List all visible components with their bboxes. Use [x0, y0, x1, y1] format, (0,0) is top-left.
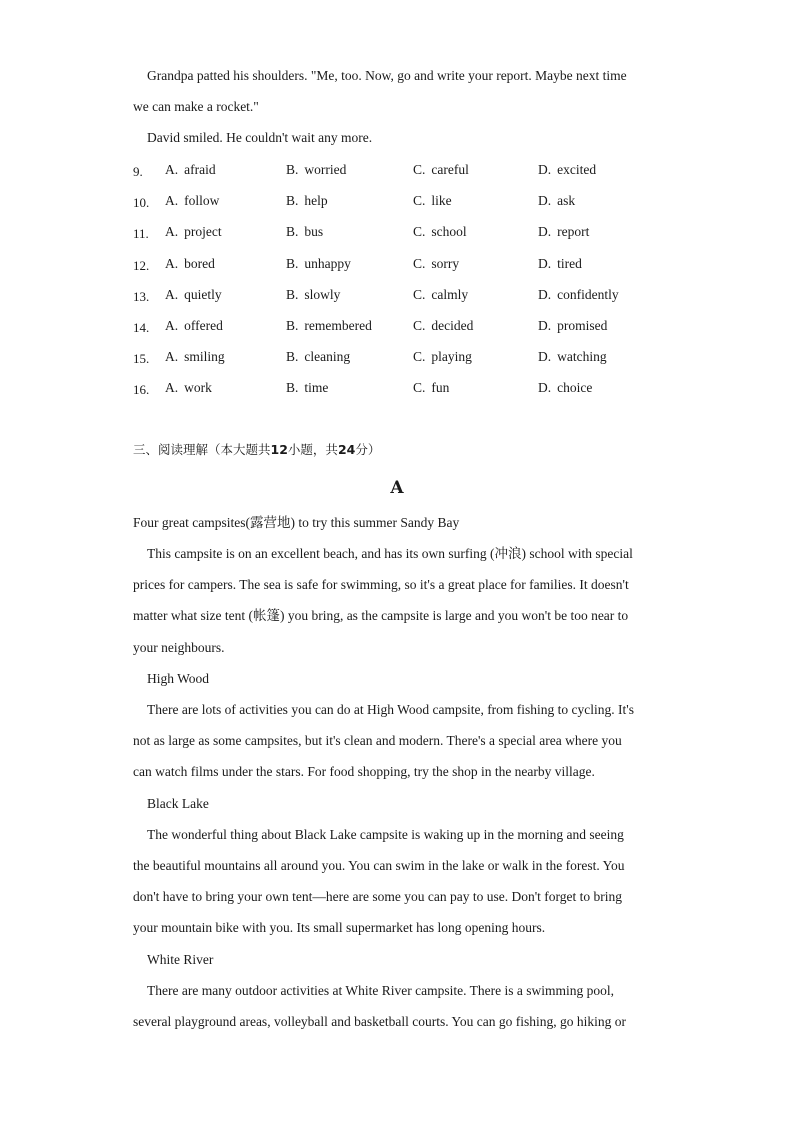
option-d	[538, 222, 589, 242]
passage-line: not as large as some campsites, but it's clean and modern. There's a special area where you	[133, 733, 622, 748]
option-letter: D.	[538, 349, 552, 364]
passage-line: your mountain bike with you. Its small supermarket has long opening hours.	[133, 920, 546, 935]
option-a	[165, 285, 222, 305]
option-letter: B.	[286, 287, 299, 302]
story-line: we can make a rocket."	[133, 99, 259, 114]
passage-line: prices for campers. The sea is safe for swimming, so it's a great place for families. It doesn't	[133, 577, 629, 592]
option-text: calmly	[431, 287, 469, 302]
question-number: 11.	[133, 226, 149, 241]
passage-line: There are many outdoor activities at White River campsite. There is a swimming pool,	[147, 983, 614, 998]
option-letter: A.	[165, 193, 179, 208]
question-row	[133, 316, 663, 336]
option-b	[286, 316, 372, 336]
option-letter: C.	[413, 224, 426, 239]
option-b	[286, 347, 350, 367]
option-a	[165, 222, 222, 242]
passage-line: the beautiful mountains all around you. You can swim in the lake or walk in the forest. You	[133, 858, 625, 873]
question-number: 13.	[133, 289, 150, 304]
option-letter: D.	[538, 318, 552, 333]
campsite-heading: High Wood	[147, 671, 210, 686]
option-d	[538, 378, 592, 398]
option-c	[413, 254, 459, 274]
option-letter: C.	[413, 380, 426, 395]
option-text: tired	[557, 256, 582, 271]
campsite-heading: Black Lake	[147, 796, 209, 811]
passage-line: This campsite is on an excellent beach, and has its own surfing (冲浪) school with special	[147, 546, 633, 561]
option-letter: A.	[165, 380, 179, 395]
option-a	[165, 191, 219, 211]
option-text: ask	[557, 193, 576, 208]
question-row	[133, 285, 663, 305]
option-a	[165, 316, 223, 336]
option-letter: B.	[286, 349, 299, 364]
question-number: 12.	[133, 258, 150, 273]
question-row	[133, 254, 663, 274]
story-line: Grandpa patted his shoulders. "Me, too. Now, go and write your report. Maybe next time	[147, 68, 627, 83]
option-d	[538, 285, 619, 305]
option-text: confidently	[557, 287, 619, 302]
option-b	[286, 191, 328, 211]
option-a	[165, 254, 215, 274]
option-letter: B.	[286, 162, 299, 177]
story-line: David smiled. He couldn't wait any more.	[147, 130, 373, 145]
option-text: worried	[304, 162, 347, 177]
passage-title-line: Four great campsites(露营地) to try this summer Sandy Bay	[133, 515, 460, 530]
section-heading: 三、阅读理解（本大题共12小题，共24分）	[133, 442, 381, 457]
option-a	[165, 347, 225, 367]
option-b	[286, 378, 328, 398]
option-text: choice	[557, 380, 593, 395]
option-d	[538, 160, 596, 180]
option-text: remembered	[304, 318, 372, 333]
question-number: 9.	[133, 164, 143, 179]
option-b	[286, 285, 340, 305]
question-row	[133, 222, 663, 242]
option-text: time	[304, 380, 329, 395]
option-text: school	[431, 224, 467, 239]
option-letter: A.	[165, 224, 179, 239]
option-a	[165, 160, 216, 180]
option-text: work	[184, 380, 212, 395]
question-number: 10.	[133, 195, 150, 210]
passage-line: your neighbours.	[133, 640, 225, 655]
option-letter: B.	[286, 380, 299, 395]
option-text: watching	[557, 349, 607, 364]
passage-line: matter what size tent (帐篷) you bring, as the campsite is large and you won't be too near to	[133, 608, 629, 623]
passage-line: There are lots of activities you can do at High Wood campsite, from fishing to cycling. It's	[147, 702, 634, 717]
option-letter: D.	[538, 256, 552, 271]
option-text: excited	[557, 162, 597, 177]
option-letter: A.	[165, 318, 179, 333]
question-number: 14.	[133, 320, 150, 335]
option-a	[165, 378, 212, 398]
option-d	[538, 347, 607, 367]
option-c	[413, 191, 452, 211]
passage-line: can watch films under the stars. For food shopping, try the shop in the nearby village.	[133, 764, 595, 779]
option-c	[413, 285, 468, 305]
option-letter: D.	[538, 162, 552, 177]
option-text: cleaning	[304, 349, 351, 364]
option-letter: A.	[165, 287, 179, 302]
option-text: report	[557, 224, 590, 239]
option-letter: B.	[286, 224, 299, 239]
option-letter: D.	[538, 287, 552, 302]
question-row	[133, 160, 663, 180]
option-text: bored	[184, 256, 215, 271]
option-letter: C.	[413, 318, 426, 333]
option-letter: B.	[286, 256, 299, 271]
option-letter: D.	[538, 380, 552, 395]
option-letter: A.	[165, 349, 179, 364]
question-row	[133, 347, 663, 367]
option-letter: A.	[165, 256, 179, 271]
option-d	[538, 316, 607, 336]
option-text: slowly	[304, 287, 341, 302]
option-text: promised	[557, 318, 608, 333]
option-text: like	[431, 193, 452, 208]
option-b	[286, 160, 346, 180]
option-text: sorry	[431, 256, 460, 271]
option-letter: C.	[413, 162, 426, 177]
option-c	[413, 378, 449, 398]
option-text: quietly	[184, 287, 222, 302]
option-text: offered	[184, 318, 223, 333]
question-row	[133, 378, 663, 398]
question-number: 16.	[133, 382, 150, 397]
option-text: playing	[431, 349, 472, 364]
option-text: fun	[431, 380, 450, 395]
option-text: afraid	[184, 162, 216, 177]
question-number: 15.	[133, 351, 150, 366]
option-c	[413, 222, 467, 242]
option-letter: A.	[165, 162, 179, 177]
option-b	[286, 254, 351, 274]
option-text: follow	[184, 193, 220, 208]
option-d	[538, 254, 582, 274]
option-c	[413, 316, 473, 336]
option-letter: B.	[286, 193, 299, 208]
option-letter: C.	[413, 256, 426, 271]
option-letter: C.	[413, 193, 426, 208]
option-c	[413, 347, 472, 367]
option-text: unhappy	[304, 256, 351, 271]
option-letter: D.	[538, 193, 552, 208]
option-letter: B.	[286, 318, 299, 333]
option-text: help	[304, 193, 328, 208]
passage-line: The wonderful thing about Black Lake campsite is waking up in the morning and seeing	[147, 827, 624, 842]
option-text: bus	[304, 224, 324, 239]
passage-line: several playground areas, volleyball and basketball courts. You can go fishing, go hiking or	[133, 1014, 627, 1029]
option-letter: C.	[413, 349, 426, 364]
option-b	[286, 222, 323, 242]
option-letter: D.	[538, 224, 552, 239]
question-row	[133, 191, 663, 211]
option-text: careful	[431, 162, 469, 177]
option-text: smiling	[184, 349, 225, 364]
option-d	[538, 191, 575, 211]
option-letter: C.	[413, 287, 426, 302]
passage-label: A	[390, 478, 404, 498]
campsite-heading: White River	[147, 952, 214, 967]
option-text: decided	[431, 318, 474, 333]
passage-line: don't have to bring your own tent—here are some you can pay to use. Don't forget to bring	[133, 889, 622, 904]
option-text: project	[184, 224, 222, 239]
option-c	[413, 160, 469, 180]
